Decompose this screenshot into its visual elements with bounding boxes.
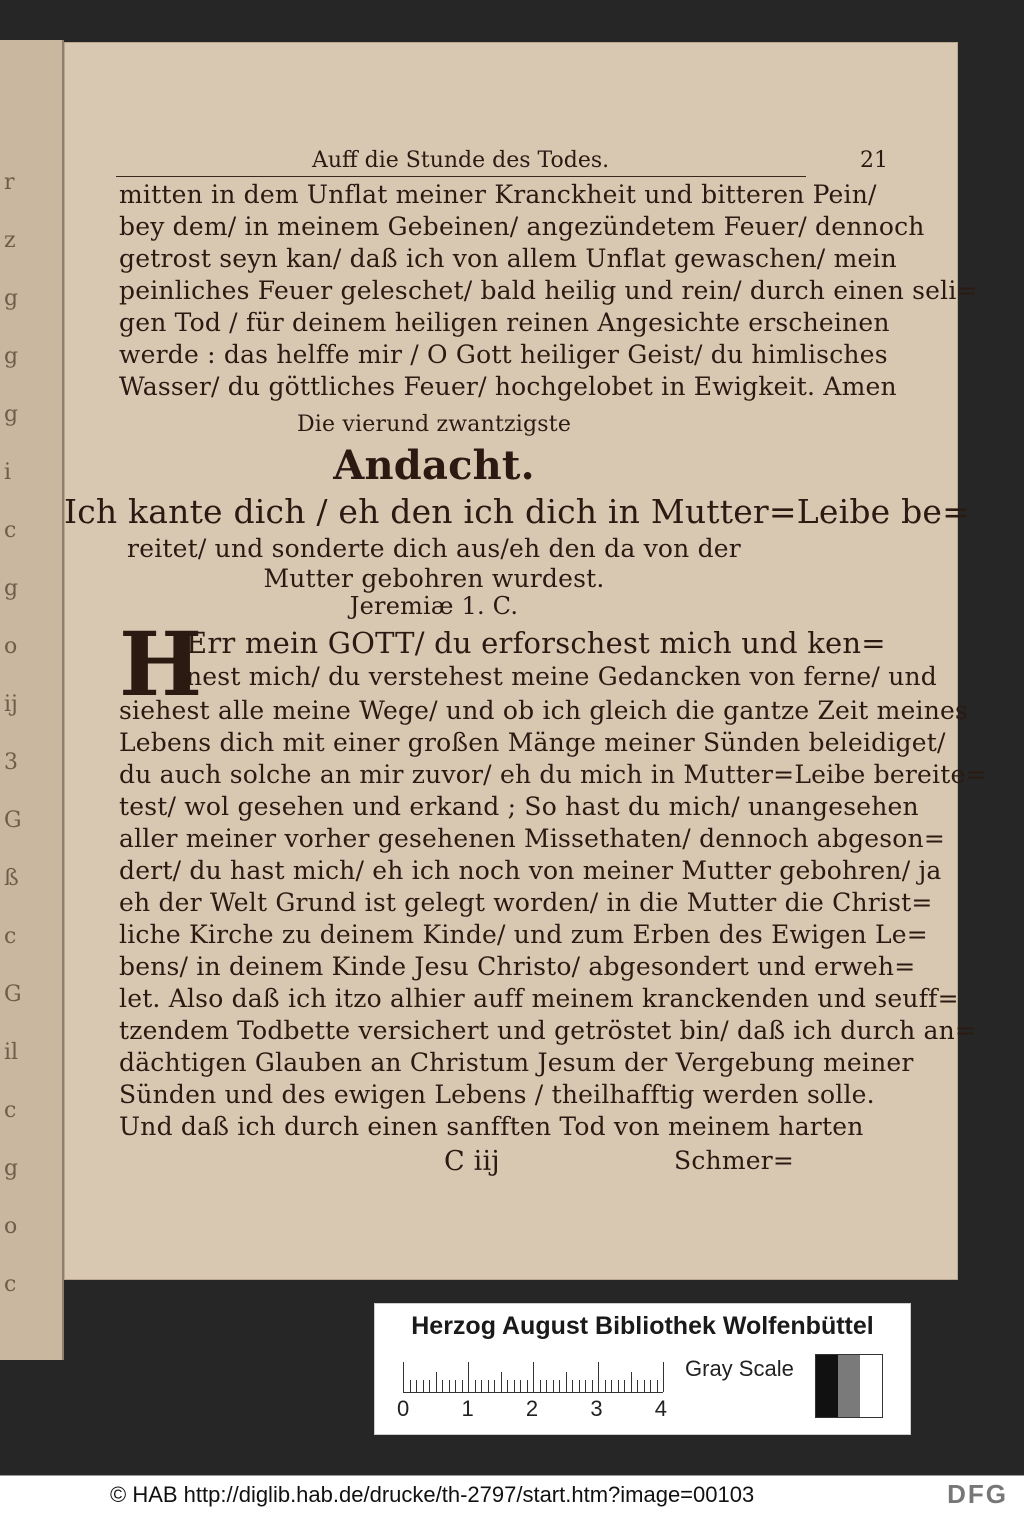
scale-tick <box>540 1380 541 1392</box>
scale-tick <box>598 1362 599 1392</box>
scale-tick <box>442 1380 443 1392</box>
ghost-glyph: c <box>4 924 17 949</box>
scale-tick <box>559 1380 560 1392</box>
ghost-glyph: ß <box>4 866 19 891</box>
ghost-glyph: g <box>4 576 19 601</box>
scale-tick <box>644 1380 645 1392</box>
scale-tick <box>423 1380 424 1392</box>
gray-swatch <box>838 1355 860 1417</box>
body-line: Lebens dich mit einer großen Mänge meiner Sünden beleidiget/ <box>119 728 946 757</box>
scale-tick <box>618 1380 619 1392</box>
body-line: tzendem Todbette versichert und getröstet bin/ daß ich durch an= <box>119 1016 977 1045</box>
text-line: werde : das helffe mir / O Gott heiliger Geist/ du himlisches <box>119 340 888 369</box>
scale-tick <box>468 1362 469 1392</box>
scale-tick <box>429 1380 430 1392</box>
running-header <box>312 148 888 173</box>
scale-tick <box>475 1380 476 1392</box>
scale-tick <box>553 1380 554 1392</box>
body-line: dert/ du hast mich/ eh ich noch von meiner Mutter gebohren/ ja <box>119 856 942 885</box>
motto-line: reitet/ und sonderte dich aus/eh den da von der <box>127 534 741 563</box>
motto-line: Mutter gebohren wurdest. <box>263 564 605 593</box>
body-line: Sünden und des ewigen Lebens / theilhafftig werden solle. <box>119 1080 875 1109</box>
scale-tick <box>611 1380 612 1392</box>
body-line: aller meiner vorher gesehenen Missethaten/ dennoch abgeson= <box>119 824 946 853</box>
scale-tick <box>507 1380 508 1392</box>
ghost-glyph: o <box>4 1214 18 1239</box>
ghost-glyph: z <box>4 228 16 253</box>
copyright-url[interactable]: © HAB http://diglib.hab.de/drucke/th-2797/start.htm?image=00103 <box>110 1481 755 1507</box>
ghost-glyph: g <box>4 1156 19 1181</box>
scale-tick <box>527 1380 528 1392</box>
gray-swatch <box>860 1355 882 1417</box>
body-line: Err mein GOTT/ du erforschest mich und ken= <box>186 626 886 660</box>
book-page <box>64 42 987 1280</box>
ghost-glyph: 3 <box>4 750 18 775</box>
gray-swatches <box>815 1354 883 1418</box>
ghost-glyph: o <box>4 634 18 659</box>
body-line: dächtigen Glauben an Christum Jesum der Vergebung meiner <box>119 1048 914 1077</box>
scale-tick <box>416 1380 417 1392</box>
body-line: eh der Welt Grund ist gelegt worden/ in die Mutter die Christ= <box>119 888 933 917</box>
scale-tick <box>566 1372 567 1392</box>
previous-page-edge <box>0 40 64 1360</box>
section-label: Die vierund zwantzigste <box>296 412 572 437</box>
scale-tick <box>585 1380 586 1392</box>
ghost-glyph: il <box>4 1040 19 1065</box>
scale-tick <box>481 1380 482 1392</box>
text-line: bey dem/ in meinem Gebeinen/ angezündetem Feuer/ dennoch <box>119 212 925 241</box>
scale-number: 4 <box>654 1396 667 1421</box>
scale-tick <box>572 1380 573 1392</box>
color-calibration-card <box>374 1303 911 1435</box>
ghost-glyph: i <box>4 460 12 485</box>
signature-mark: C iij <box>444 1146 500 1177</box>
drop-capital: H <box>119 612 203 716</box>
gray-scale-label: Gray Scale <box>685 1356 794 1381</box>
ghost-glyph: r <box>4 170 15 195</box>
body-line: test/ wol gesehen und erkand ; So hast du mich/ unangesehen <box>119 792 919 821</box>
motto-line: Ich kante dich / eh den ich dich in Mutter=Leibe be= <box>64 492 970 531</box>
scale-tick <box>494 1380 495 1392</box>
ghost-glyph: G <box>4 982 22 1007</box>
scale-tick <box>650 1380 651 1392</box>
scale-tick <box>514 1380 515 1392</box>
gray-swatch <box>816 1355 838 1417</box>
scale-tick <box>605 1380 606 1392</box>
body-line: du auch solche an mir zuvor/ eh du mich in Mutter=Leibe bereite= <box>119 760 987 789</box>
text-line: gen Tod / für deinem heiligen reinen Angesichte erscheinen <box>119 308 890 337</box>
text-line: getrost seyn kan/ daß ich von allem Unflat gewaschen/ mein <box>119 244 897 273</box>
body-line: bens/ in deinem Kinde Jesu Christo/ abgesondert und erweh= <box>119 952 916 981</box>
scale-number: 0 <box>397 1396 410 1421</box>
scale-tick <box>624 1380 625 1392</box>
section-title: Andacht. <box>333 442 535 489</box>
text-line: mitten in dem Unflat meiner Kranckheit und bitteren Pein/ <box>119 180 877 209</box>
scale-tick <box>462 1380 463 1392</box>
body-line: Und daß ich durch einen sanfften Tod von meinem harten <box>119 1112 864 1141</box>
scale-tick <box>579 1380 580 1392</box>
ghost-glyph: c <box>4 1272 17 1297</box>
motto-reference: Jeremiæ 1. C. <box>349 592 519 620</box>
scale-tick <box>663 1362 664 1392</box>
scale-number: 3 <box>590 1396 603 1421</box>
header-rule <box>116 176 806 177</box>
scale-tick <box>592 1380 593 1392</box>
scale-tick <box>501 1372 502 1392</box>
measurement-scale <box>403 1350 663 1393</box>
scale-tick <box>546 1380 547 1392</box>
ghost-glyph: c <box>4 1098 17 1123</box>
ghost-glyph: G <box>4 808 22 833</box>
scale-tick <box>403 1362 404 1392</box>
library-name: Herzog August Bibliothek Wolfenbüttel <box>411 1312 874 1340</box>
body-line: let. Also daß ich itzo alhier auff meinem kranckenden und seuff= <box>119 984 959 1013</box>
dfg-logo: DFG <box>947 1479 1008 1509</box>
footer-bar <box>0 1475 1024 1513</box>
scale-tick <box>410 1380 411 1392</box>
scale-tick <box>449 1380 450 1392</box>
scale-tick <box>631 1372 632 1392</box>
ghost-glyph: g <box>4 402 19 427</box>
ghost-glyph: g <box>4 344 19 369</box>
ghost-glyph: ij <box>4 692 18 717</box>
body-line: siehest alle meine Wege/ und ob ich gleich die gantze Zeit meines <box>119 696 969 725</box>
scale-tick <box>533 1362 534 1392</box>
scale-tick <box>455 1380 456 1392</box>
body-line: liche Kirche zu deinem Kinde/ und zum Erben des Ewigen Le= <box>119 920 928 949</box>
text-line: peinliches Feuer geleschet/ bald heilig und rein/ durch einen seli= <box>119 276 978 305</box>
scale-numbers <box>397 1396 667 1422</box>
scale-tick <box>637 1380 638 1392</box>
header-title: Auff die Stunde des Todes. <box>312 148 610 173</box>
ghost-glyph: g <box>4 286 19 311</box>
scale-number: 1 <box>461 1396 474 1421</box>
scale-tick <box>436 1372 437 1392</box>
text-line: Wasser/ du göttliches Feuer/ hochgelobet in Ewigkeit. Amen <box>119 372 897 401</box>
scale-tick <box>488 1380 489 1392</box>
scale-tick <box>657 1380 658 1392</box>
body-line: nest mich/ du verstehest meine Gedancken von ferne/ und <box>186 662 938 691</box>
scale-number: 2 <box>525 1396 539 1421</box>
catchword: Schmer= <box>674 1146 795 1175</box>
ghost-glyph: c <box>4 518 17 543</box>
page-number: 21 <box>860 148 888 173</box>
scale-tick <box>520 1380 521 1392</box>
